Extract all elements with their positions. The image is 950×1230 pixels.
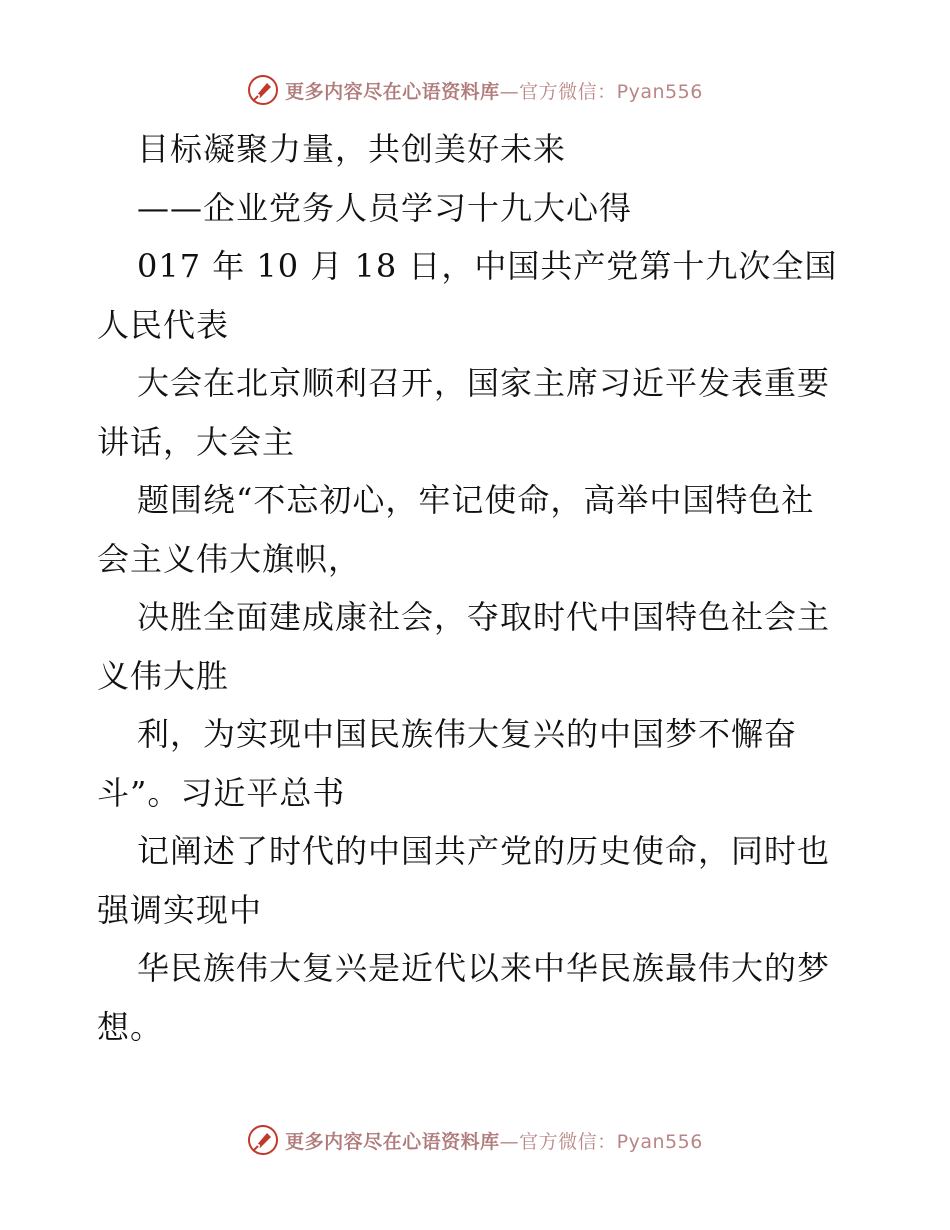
document-body [97, 120, 857, 1056]
footer-banner [0, 1120, 950, 1160]
document-line: 斗”。习近平总书 [97, 773, 346, 812]
footer-banner-text [285, 1127, 703, 1154]
document-line: 义伟大胜 [97, 656, 230, 695]
document-line: 强调实现中 [97, 890, 263, 929]
footer-banner-tail: —官方微信：Pyan556 [499, 1130, 703, 1153]
document-line: 想。 [97, 1007, 164, 1046]
header-banner-lead: 更多内容尽在心语资料库 [285, 80, 500, 103]
document-line: 利，为实现中国民族伟大复兴的中国梦不懈奋 [137, 715, 798, 753]
document-line: 决胜全面建成康社会，夺取时代中国特色社会主 [137, 598, 831, 636]
pen-nib-logo-icon [247, 1124, 279, 1156]
document-line: 讲话，大会主 [97, 422, 296, 461]
document-line: 题围绕“不忘初心，牢记使命，高举中国特色社 [137, 481, 815, 519]
document-line: 华民族伟大复兴是近代以来中华民族最伟大的梦 [137, 949, 831, 987]
header-banner-tail: —官方微信：Pyan556 [499, 80, 703, 103]
document-line: 会主义伟大旗帜， [97, 539, 362, 578]
footer-banner-lead: 更多内容尽在心语资料库 [285, 1130, 500, 1153]
header-banner-text [285, 77, 703, 104]
document-line: 大会在北京顺利召开，国家主席习近平发表重要 [137, 364, 831, 402]
document-line: 目标凝聚力量，共创美好未来 [137, 130, 567, 168]
document-line: 017 年 10 月 18 日，中国共产党第十九次全国 [137, 247, 838, 285]
document-line: 记阐述了时代的中国共产党的历史使命，同时也 [137, 832, 831, 870]
header-banner [0, 70, 950, 110]
document-line: ——企业党务人员学习十九大心得 [137, 188, 633, 227]
document-line: 人民代表 [97, 305, 230, 344]
pen-nib-logo-icon [247, 74, 279, 106]
